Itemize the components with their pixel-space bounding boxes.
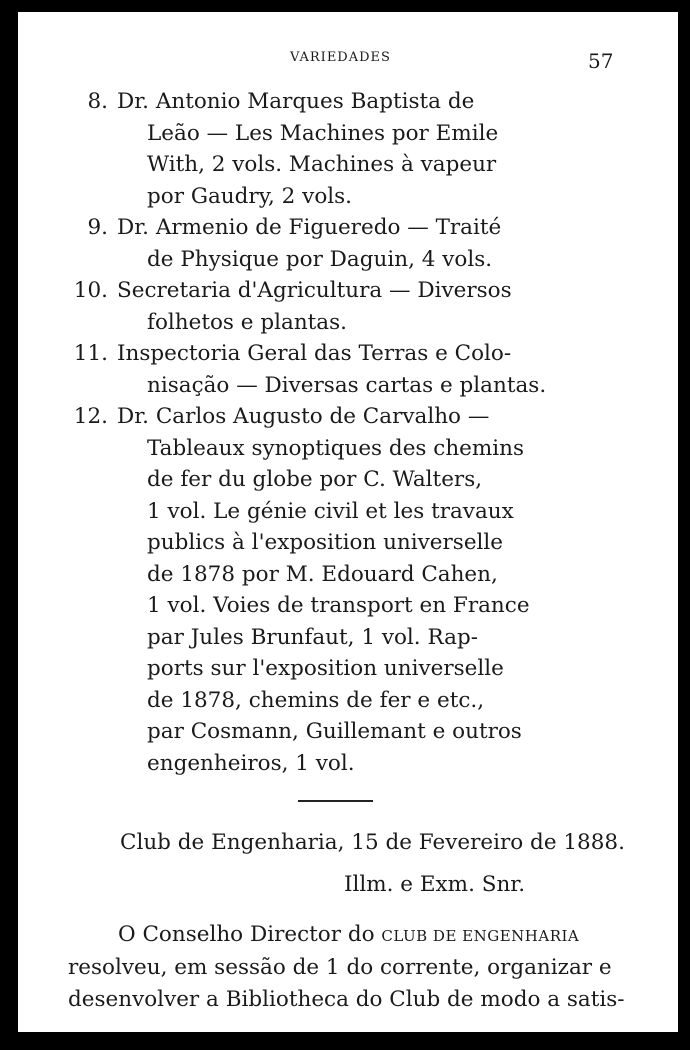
list-item-text [117, 86, 500, 212]
text-line: de Physique por Daguin, 4 vols. [147, 246, 493, 272]
list-item [0, 401, 690, 779]
list-item [0, 275, 690, 338]
text-line: Secretaria d'Agricultura — Diversos [117, 278, 512, 303]
paragraph-line: resolveu, em sessão de 1 do corrente, organizar e [68, 955, 612, 980]
letter-date-line: Club de Engenharia, 15 de Fevereiro de 1888. [120, 830, 625, 855]
section-divider [298, 800, 373, 802]
list-item-number: 10. [73, 278, 108, 303]
list-item [0, 212, 690, 275]
text-line: de fer du globe por C. Walters, [147, 467, 483, 492]
text-line: Dr. Carlos Augusto de Carvalho — [117, 404, 490, 429]
paragraph-text: O Conselho Director do [118, 922, 375, 947]
list-item-text [117, 338, 547, 401]
text-line: nisação — Diversas cartas e plantas. [147, 372, 547, 398]
list-item-number: 8. [87, 89, 108, 114]
list-item-text [117, 401, 530, 779]
text-line: Dr. Antonio Marques Baptista de [117, 89, 475, 114]
paragraph-line: desenvolver a Bibliotheca do Club de modo a satis- [68, 987, 625, 1012]
list-item-number: 12. [73, 404, 108, 429]
text-line: Dr. Armenio de Figueredo — Traité [117, 215, 502, 240]
text-line: de 1878, chemins de fer e etc., [147, 687, 485, 713]
text-line: ports sur l'exposition universelle [147, 656, 504, 681]
text-line: par Jules Brunfaut, 1 vol. Rap- [147, 624, 479, 650]
text-line: par Cosmann, Guillemant e outros [147, 719, 522, 744]
letter-salutation: Illm. e Exm. Snr. [344, 872, 526, 897]
text-line: 1 vol. Le génie civil et les travaux [147, 498, 514, 524]
list-item-number: 9. [87, 215, 108, 240]
page-number: 57 [588, 49, 614, 73]
text-line: engenheiros, 1 vol. [147, 750, 355, 776]
organization-name: CLUB DE ENGENHARIA [381, 927, 580, 945]
text-line: 1 vol. Voies de transport en France [147, 593, 530, 618]
text-line: Inspectoria Geral das Terras e Colo- [117, 341, 512, 366]
list-item [0, 86, 690, 212]
text-line: publics à l'exposition universelle [147, 530, 504, 555]
text-line: folhetos e plantas. [147, 309, 347, 335]
text-line: With, 2 vols. Machines à vapeur [147, 152, 497, 177]
paragraph-line [118, 922, 579, 947]
donation-list [0, 86, 690, 779]
text-line: de 1878 por M. Edouard Cahen, [147, 561, 498, 587]
text-line: por Gaudry, 2 vols. [147, 183, 353, 209]
list-item-number: 11. [73, 341, 108, 366]
running-header: VARIEDADES [290, 50, 391, 65]
list-item-text [117, 212, 500, 275]
text-line: Leão — Les Machines por Emile [147, 120, 499, 146]
list-item [0, 338, 690, 401]
text-line: Tableaux synoptiques des chemins [147, 435, 525, 461]
list-item-text [117, 275, 512, 338]
